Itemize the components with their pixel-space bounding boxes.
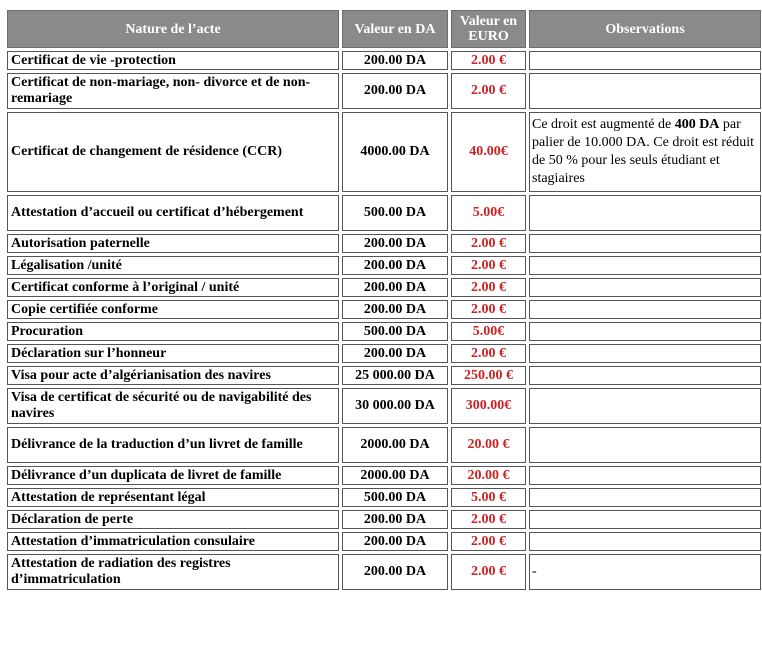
header-value-euro <box>451 10 526 48</box>
cell-value-euro: 5.00 € <box>451 488 526 507</box>
cell-nature: Visa de certificat de sécurité ou de navigabilité des navires <box>7 388 339 424</box>
cell-nature: Attestation d’accueil ou certificat d’hébergement <box>7 195 339 231</box>
cell-observation <box>529 427 761 463</box>
cell-nature: Déclaration sur l’honneur <box>7 344 339 363</box>
cell-observation: - <box>529 554 761 590</box>
cell-nature: Visa pour acte d’algérianisation des navires <box>7 366 339 385</box>
cell-value-da: 200.00 DA <box>342 51 448 70</box>
cell-value-euro: 2.00 € <box>451 278 526 297</box>
header-euro-line2: EURO <box>468 29 509 44</box>
table-row <box>7 532 761 551</box>
table-row <box>7 388 761 424</box>
table-row <box>7 112 761 192</box>
cell-value-da: 200.00 DA <box>342 344 448 363</box>
cell-value-euro: 2.00 € <box>451 73 526 109</box>
cell-observation <box>529 344 761 363</box>
cell-observation <box>529 300 761 319</box>
table-row <box>7 366 761 385</box>
cell-value-euro: 40.00€ <box>451 112 526 192</box>
cell-observation <box>529 278 761 297</box>
cell-value-da: 200.00 DA <box>342 73 448 109</box>
cell-nature: Attestation d’immatriculation consulaire <box>7 532 339 551</box>
cell-nature: Légalisation /unité <box>7 256 339 275</box>
cell-value-euro: 5.00€ <box>451 322 526 341</box>
cell-value-euro: 250.00 € <box>451 366 526 385</box>
cell-value-euro: 2.00 € <box>451 300 526 319</box>
cell-value-euro: 2.00 € <box>451 51 526 70</box>
cell-value-da: 500.00 DA <box>342 195 448 231</box>
table-row <box>7 234 761 253</box>
table-row <box>7 344 761 363</box>
table-row <box>7 73 761 109</box>
cell-observation <box>529 466 761 485</box>
cell-observation <box>529 510 761 529</box>
table-row <box>7 510 761 529</box>
table-row <box>7 466 761 485</box>
cell-value-da: 200.00 DA <box>342 532 448 551</box>
cell-value-da: 2000.00 DA <box>342 427 448 463</box>
table-row <box>7 195 761 231</box>
observation-text: Ce droit est augmenté de <box>532 117 675 132</box>
cell-value-euro: 2.00 € <box>451 234 526 253</box>
cell-observation <box>529 388 761 424</box>
cell-nature: Certificat de non-mariage, non- divorce et de non-remariage <box>7 73 339 109</box>
cell-value-euro: 2.00 € <box>451 510 526 529</box>
table-row <box>7 554 761 590</box>
cell-value-da: 25 000.00 DA <box>342 366 448 385</box>
cell-value-euro: 20.00 € <box>451 427 526 463</box>
cell-observation <box>529 195 761 231</box>
header-nature: Nature de l’acte <box>7 10 339 48</box>
cell-nature: Certificat conforme à l’original / unité <box>7 278 339 297</box>
cell-value-da: 200.00 DA <box>342 554 448 590</box>
cell-nature: Procuration <box>7 322 339 341</box>
cell-nature: Certificat de changement de résidence (CCR) <box>7 112 339 192</box>
cell-observation <box>529 256 761 275</box>
cell-value-euro: 20.00 € <box>451 466 526 485</box>
cell-value-da: 500.00 DA <box>342 322 448 341</box>
table-row <box>7 51 761 70</box>
cell-nature: Délivrance de la traduction d’un livret de famille <box>7 427 339 463</box>
cell-observation <box>529 112 761 192</box>
cell-observation <box>529 488 761 507</box>
cell-nature: Déclaration de perte <box>7 510 339 529</box>
header-row <box>7 10 761 48</box>
cell-nature: Copie certifiée conforme <box>7 300 339 319</box>
table-row <box>7 488 761 507</box>
cell-value-da: 30 000.00 DA <box>342 388 448 424</box>
cell-value-euro: 2.00 € <box>451 256 526 275</box>
cell-observation <box>529 73 761 109</box>
header-euro-line1: Valeur en <box>459 14 518 29</box>
cell-observation <box>529 322 761 341</box>
cell-value-euro: 300.00€ <box>451 388 526 424</box>
cell-nature: Délivrance d’un duplicata de livret de famille <box>7 466 339 485</box>
cell-value-euro: 5.00€ <box>451 195 526 231</box>
cell-value-da: 200.00 DA <box>342 234 448 253</box>
cell-value-da: 4000.00 DA <box>342 112 448 192</box>
table-row <box>7 300 761 319</box>
cell-nature: Attestation de représentant légal <box>7 488 339 507</box>
cell-value-euro: 2.00 € <box>451 344 526 363</box>
cell-value-da: 200.00 DA <box>342 300 448 319</box>
header-observations: Observations <box>529 10 761 48</box>
cell-value-da: 2000.00 DA <box>342 466 448 485</box>
header-value-da: Valeur en DA <box>342 10 448 48</box>
cell-observation <box>529 532 761 551</box>
cell-value-da: 200.00 DA <box>342 510 448 529</box>
table-row <box>7 322 761 341</box>
cell-nature: Attestation de radiation des registres d’immatriculation <box>7 554 339 590</box>
cell-value-da: 500.00 DA <box>342 488 448 507</box>
cell-value-euro: 2.00 € <box>451 554 526 590</box>
cell-value-da: 200.00 DA <box>342 278 448 297</box>
table-row <box>7 278 761 297</box>
observation-amount: 400 DA <box>674 117 720 132</box>
observation-text: par palier de 10.000 DA. Ce droit est réduit de 50 % pour les seuls étudiant et stagiaires <box>532 117 755 186</box>
fees-table <box>4 7 762 593</box>
table-row <box>7 427 761 463</box>
cell-observation <box>529 51 761 70</box>
cell-value-euro: 2.00 € <box>451 532 526 551</box>
cell-value-da: 200.00 DA <box>342 256 448 275</box>
table-row <box>7 256 761 275</box>
cell-nature: Certificat de vie -protection <box>7 51 339 70</box>
cell-nature: Autorisation paternelle <box>7 234 339 253</box>
cell-observation <box>529 234 761 253</box>
cell-observation <box>529 366 761 385</box>
